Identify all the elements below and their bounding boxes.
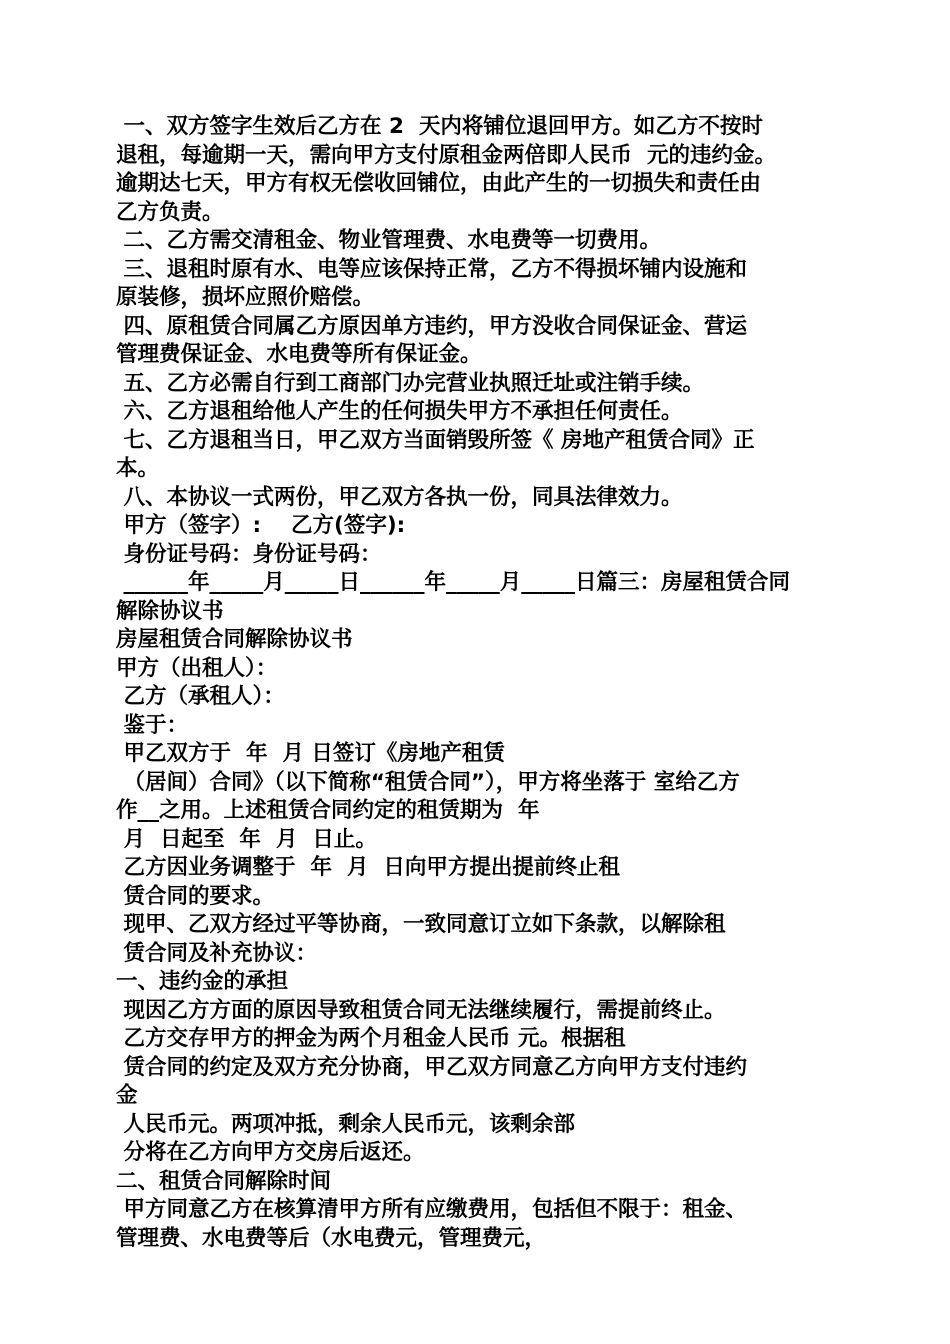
text-line: 管理费、水电费等后（水电费元，管理费元，: [116, 1225, 547, 1251]
text-line: 乙方因业务调整于 年 月 日向甲方提出提前终止租: [116, 855, 620, 880]
clause-heading: 一、违约金的承担: [116, 969, 289, 994]
text-line: 乙方交存甲方的押金为两个月租金人民币 元。根据租: [116, 1026, 626, 1051]
text-line: 四、原租赁合同属乙方原因单方违约，甲方没收合同保证金、营运: [116, 313, 747, 339]
date-line: ______年_____月_____日______年_____月_____日篇三：房屋租赁合同: [116, 570, 790, 595]
document-body: [116, 113, 836, 1253]
text-line: 赁合同的约定及双方充分协商，甲乙双方同意乙方向甲方支付违约: [116, 1054, 747, 1080]
text-line: 六、乙方退租给他人产生的任何损失甲方不承担任何责任。: [116, 399, 683, 424]
text-line: 赁合同及补充协议：: [116, 940, 317, 966]
text-line: 月 日起至 年 月 日止。: [116, 826, 377, 852]
text-line: 金: [116, 1083, 138, 1108]
clause-heading: 二、租赁合同解除时间: [116, 1168, 332, 1194]
text-line: 七、乙方退租当日，甲乙双方当面销毁所签《 房地产租赁合同》正: [116, 427, 755, 453]
id-number-line: 身份证号码：身份证号码：: [116, 541, 382, 567]
text-line: 五、乙方必需自行到工商部门办完营业执照迁址或注销手续。: [116, 370, 704, 396]
section-title: 房屋租赁合同解除协议书: [116, 627, 353, 652]
text-line: 现甲、乙双方经过平等协商，一致同意订立如下条款，以解除租: [116, 912, 726, 937]
text-line: 一、双方签字生效后乙方在 2 天内将铺位退回甲方。如乙方不按时: [116, 114, 763, 139]
text-line: 退租，每逾期一天，需向甲方支付原租金两倍即人民币 元的违约金。: [116, 142, 776, 168]
text-line: 甲方同意乙方在核算清甲方所有应缴费用，包括但不限于：租金、: [116, 1197, 747, 1222]
text-line: 八、本协议一式两份，甲乙双方各执一份，同具法律效力。: [116, 484, 683, 510]
text-line: 本。: [116, 456, 160, 481]
text-line: （居间）合同》（以下简称“租赁合同”），甲方将坐落于 室给乙方: [116, 769, 740, 795]
text-line: 甲方（出租人）：: [116, 655, 278, 681]
text-line: 三、退租时原有水、电等应该保持正常，乙方不得损坏铺内设施和: [116, 256, 747, 282]
text-line: 作__之用。上述租赁合同约定的租赁期为 年: [116, 798, 540, 823]
text-line: 原装修，损坏应照价赔偿。: [116, 285, 375, 310]
text-line: 鉴于：: [116, 712, 188, 738]
text-line: 人民币元。两项冲抵，剩余人民币元，该剩余部: [116, 1111, 575, 1137]
text-line: 现因乙方方面的原因导致租赁合同无法继续履行，需提前终止。: [116, 997, 726, 1023]
text-line: 管理费保证金、水电费等所有保证金。: [116, 342, 482, 367]
text-line: 二、乙方需交清租金、物业管理费、水电费等一切费用。: [116, 228, 661, 253]
text-line: 解除协议书: [116, 598, 224, 624]
text-line: 甲乙双方于 年 月 日签订《房地产租赁: [116, 741, 505, 766]
text-line: 赁合同的要求。: [116, 883, 274, 909]
text-line: 乙方负责。: [116, 199, 224, 225]
text-line: 分将在乙方向甲方交房后返还。: [116, 1140, 425, 1165]
signature-line: 甲方（签字）: 乙方(签字):: [116, 513, 406, 538]
text-line: 乙方（承租人）：: [116, 684, 285, 709]
text-line: 逾期达七天，甲方有权无偿收回铺位，由此产生的一切损失和责任由: [116, 171, 762, 196]
